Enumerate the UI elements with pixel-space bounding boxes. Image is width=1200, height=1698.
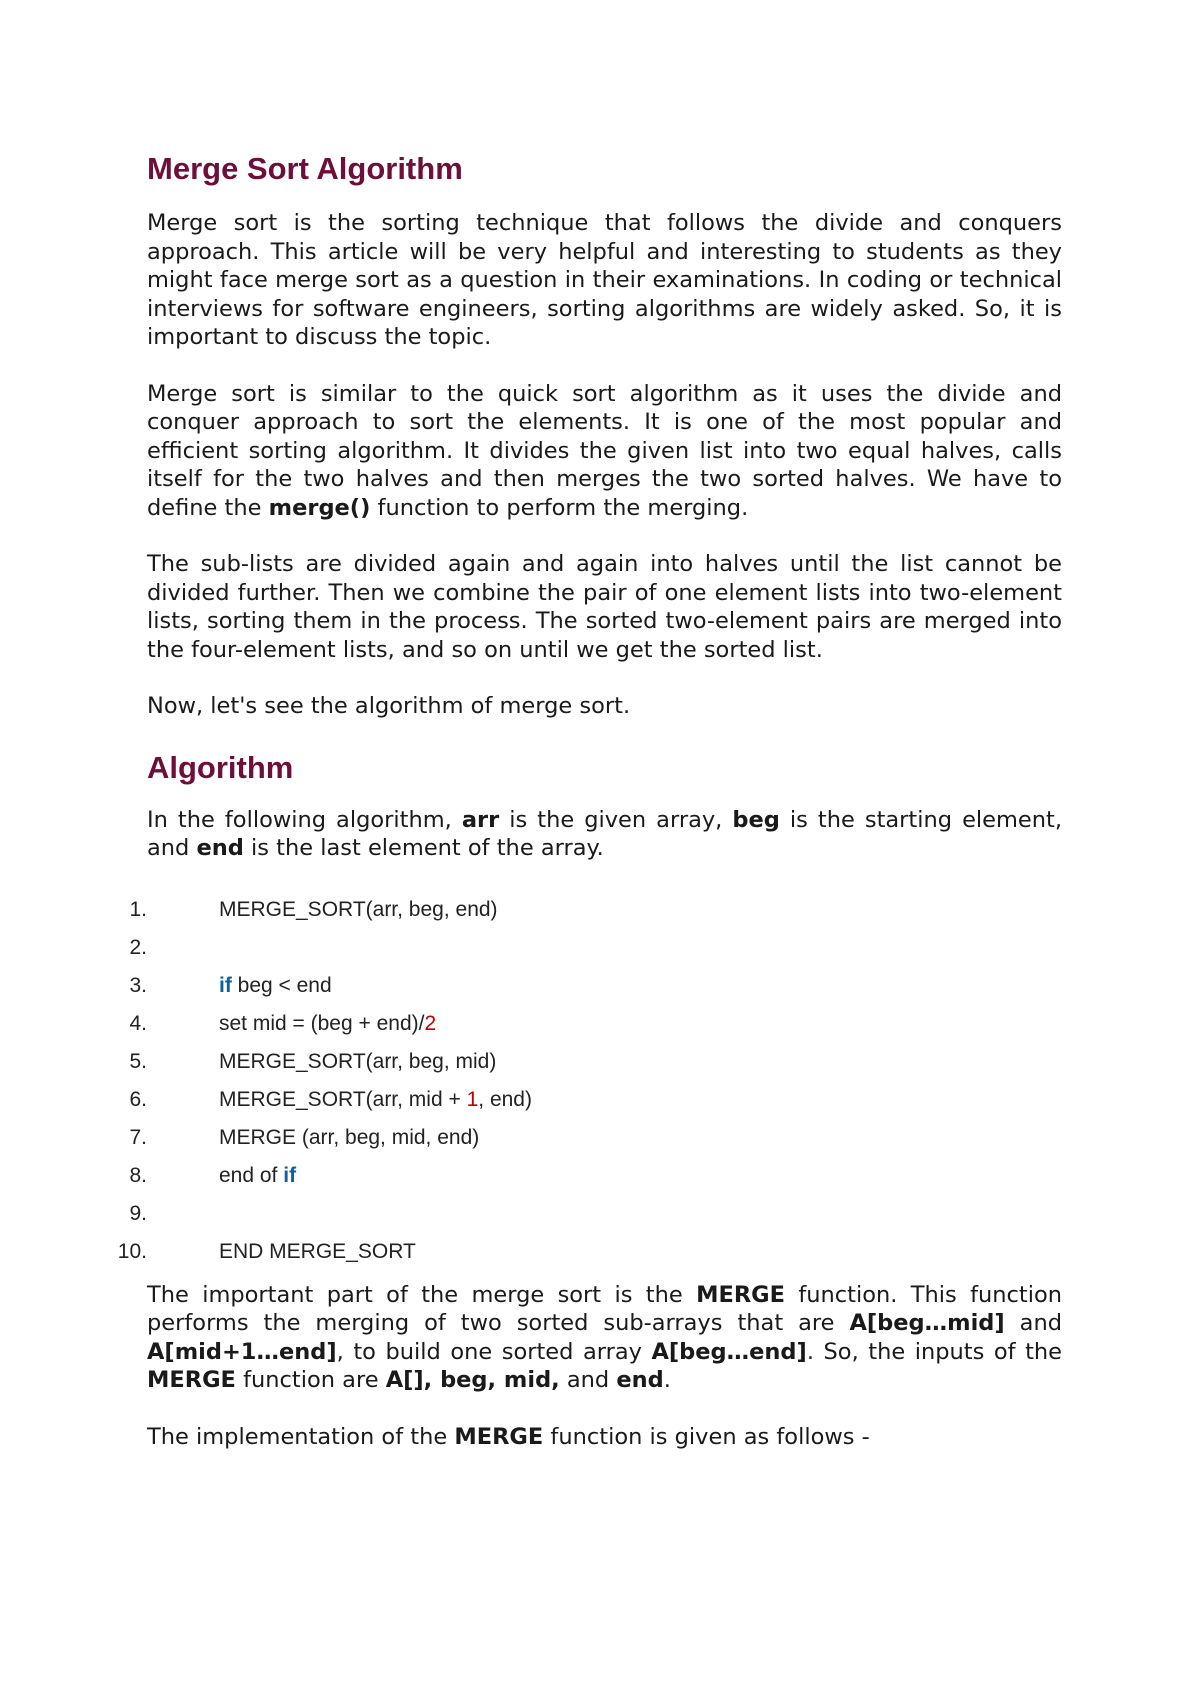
bold-span: beg	[732, 806, 780, 833]
bold-span: end	[196, 835, 244, 862]
section-heading-algorithm: Algorithm	[147, 749, 294, 785]
merge-paragraph	[147, 1281, 1062, 1395]
code-token: , end)	[478, 1087, 532, 1111]
code-line	[102, 1043, 1062, 1081]
code-token: MERGE_SORT(arr, beg, mid)	[219, 1049, 497, 1073]
code-text	[219, 891, 498, 929]
bold-span: MERGE	[147, 1367, 236, 1394]
text-span: In the following algorithm,	[147, 806, 462, 833]
text-span: function. This function performs the merging of two sorted sub-arrays that are	[147, 1281, 1062, 1337]
code-number: 2	[424, 1011, 437, 1035]
algorithm-description	[147, 806, 1062, 863]
code-token: END MERGE_SORT	[219, 1239, 416, 1263]
code-token: beg < end	[231, 973, 332, 997]
code-token: end of	[219, 1163, 284, 1187]
text-span: is the starting element, and	[147, 806, 1063, 862]
code-listing	[102, 891, 1062, 1271]
code-keyword: if	[219, 973, 232, 997]
code-line	[102, 1195, 1062, 1233]
page-title: Merge Sort Algorithm	[147, 151, 463, 186]
text-span: function to perform the merging.	[370, 494, 749, 521]
bold-span: A[beg…mid]	[849, 1310, 1005, 1337]
code-number: 1	[466, 1087, 479, 1111]
text-span: function is given as follows -	[543, 1423, 870, 1450]
code-text	[219, 1043, 496, 1081]
code-text	[219, 1081, 532, 1119]
code-text	[219, 967, 332, 1005]
bold-span: A[mid+1…end]	[147, 1338, 337, 1365]
code-token: MERGE (arr, beg, mid, end)	[219, 1125, 480, 1149]
text-span: , to build one sorted array	[336, 1338, 652, 1365]
code-token: MERGE_SORT(arr, mid +	[219, 1087, 467, 1111]
code-text	[219, 1119, 479, 1157]
implementation-paragraph	[147, 1423, 1062, 1452]
line-number: 3.	[129, 973, 147, 997]
code-token: set mid = (beg + end)/	[219, 1011, 425, 1035]
text-span: is the last element of the array.	[243, 835, 604, 862]
intro-paragraph-1: Merge sort is the sorting technique that follows the divide and conquers approach. This article will be very helpful and interesting to students as they might face merge sort as a question in their examinations. In coding or technical interviews for software engineers, sorting algorithms are widely asked. So, it is important to discuss the topic.	[147, 210, 1062, 351]
line-number: 5.	[129, 1049, 147, 1073]
text-span: .	[663, 1367, 671, 1394]
bold-span: MERGE	[454, 1423, 544, 1450]
text-span: . So, the inputs of the	[806, 1338, 1063, 1365]
line-number: 1.	[129, 897, 147, 921]
text-span: The implementation of the	[147, 1423, 455, 1450]
intro-paragraph-4: Now, let's see the algorithm of merge sort.	[147, 693, 631, 720]
line-number: 6.	[129, 1087, 147, 1111]
bold-span: arr	[461, 806, 500, 833]
text-span: and	[1004, 1310, 1063, 1337]
text-span: Merge sort is similar to the quick sort algorithm as it uses the divide and conquer approach to sort the elements. It is one of the most popular and efficient sorting algorithm. It divides the given list into two equal halves, calls itself for the two halves and then merges the two sorted halves. We have to define the	[147, 380, 1062, 521]
intro-paragraph-3: The sub-lists are divided again and again into halves until the list cannot be divided further. Then we combine the pair of one element lists into two-element lists, sorting them in the process. The sorted two-element pairs are merged into the four-element lists, and so on until we get the sorted list.	[147, 551, 1062, 663]
line-number: 10.	[117, 1239, 147, 1263]
code-text	[219, 1233, 416, 1271]
intro-paragraph-2	[147, 380, 1062, 523]
code-line	[102, 1005, 1062, 1043]
code-line	[102, 1157, 1062, 1195]
bold-span: MERGE	[696, 1281, 785, 1308]
bold-span: A[beg…end]	[651, 1338, 807, 1365]
line-number: 8.	[129, 1163, 147, 1187]
line-number: 2.	[129, 935, 147, 959]
code-line	[102, 1119, 1062, 1157]
bold-span: end	[616, 1367, 664, 1394]
document-page	[117, 150, 1063, 1479]
line-number: 9.	[129, 1201, 147, 1225]
text-span: The important part of the merge sort is the	[147, 1281, 697, 1308]
code-line	[102, 967, 1062, 1005]
line-number: 4.	[129, 1011, 147, 1035]
bold-span: merge()	[268, 494, 371, 521]
code-line	[102, 1233, 1062, 1271]
text-span: function are	[235, 1367, 386, 1394]
text-span: is the given array,	[499, 806, 733, 833]
code-keyword: if	[283, 1163, 297, 1187]
code-token: MERGE_SORT(arr, beg, end)	[219, 897, 498, 921]
text-span: and	[559, 1367, 617, 1394]
bold-span: A[], beg, mid,	[385, 1367, 560, 1394]
line-number: 7.	[129, 1125, 147, 1149]
code-line	[102, 891, 1062, 929]
code-text	[219, 1157, 296, 1195]
code-text	[219, 1005, 436, 1043]
code-line	[102, 1081, 1062, 1119]
code-line	[102, 929, 1062, 967]
